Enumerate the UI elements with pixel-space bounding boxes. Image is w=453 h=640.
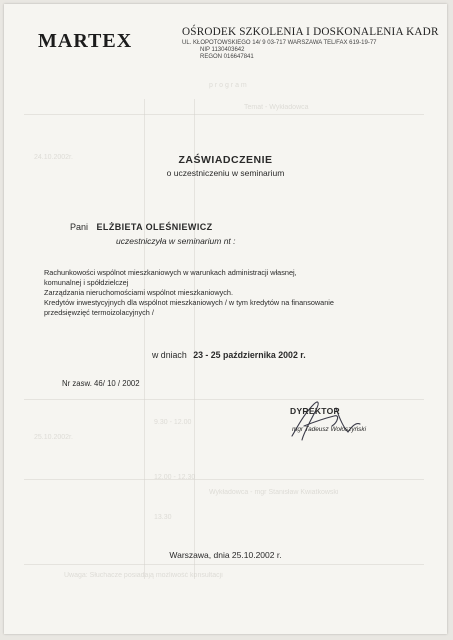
- director-name: mgr Tadeusz Wołoszyński: [292, 426, 366, 433]
- recipient-name: ELŻBIETA OLEŚNIEWICZ: [96, 222, 213, 232]
- recipient-salutation: Pani: [70, 222, 89, 232]
- recipient-line: [70, 222, 213, 232]
- seminar-dates: [152, 350, 306, 360]
- organization-regon: REGON 016647841: [200, 54, 254, 60]
- dates-range: 23 - 25 października 2002 r.: [193, 350, 306, 360]
- participation-statement: uczestniczyła w seminarium nt :: [116, 236, 236, 246]
- reference-number: Nr zasw. 46/ 10 / 2002: [62, 379, 140, 388]
- certificate-title: ZAŚWIADCZENIE: [178, 154, 273, 166]
- topic-line: Rachunkowości wspólnot mieszkaniowych w warunkach administracji własnej,: [44, 268, 297, 277]
- seminar-topics: [44, 268, 424, 318]
- director-title: DYREKTOR: [290, 406, 340, 416]
- dates-prefix: w dniach: [152, 350, 187, 360]
- organization-block: [182, 26, 439, 60]
- topic-line: komunalnej i spółdzielczej: [44, 278, 129, 287]
- director-signature: [274, 396, 384, 446]
- certificate-page: p r o g r a m Temat - Wykładowca 24.10.2002r. 25.10.2002r. 9.30 - 12.00 12.00 - 12.30 13.30 Wykładowca - mgr Stanisław Kwiatkowski Uwaga: Słuchacze posiadają możliwość konsultacji MARTEX OŚRODEK SZKOLENIA I DOSKONALENIA KADR UL. KŁOPOTOWSKIEGO 14/ 9 03-717 WARSZAWA TEL/FAX 619-19-77 NIP 1130403642 REGON 016647841 ZAŚWIADCZENIE o uczestniczeniu w seminarium Pani ELŻBIETA OLEŚNIEWICZ uczestniczyła w seminarium nt : Rachunkowości wspólnot mieszkaniowych w warunkach administracji własnej, komunalnej i spółdzielczej Zarządzania nieruchomościami wspólnot mieszkaniowych. Kredytów inwestycyjnych dla wspólnot mieszkaniowych / w tym kredytów na finansowanie przedsięwzięć termoizolacyjnych / w dniach 23 - 25 października 2002 r. Nr zasw. 46/ 10 / 2002 DYREKTOR mgr Tadeusz Wołoszyński Warszawa, dnia 25.10.2002 r.: [4, 4, 447, 634]
- certificate-subtitle: o uczestniczeniu w seminarium: [166, 168, 285, 178]
- organization-name: OŚRODEK SZKOLENIA I DOSKONALENIA KADR: [182, 26, 439, 38]
- company-logo: MARTEX: [38, 30, 133, 52]
- topic-line: przedsięwzięć termoizolacyjnych /: [44, 308, 154, 317]
- topic-line: Zarządzania nieruchomościami wspólnot mieszkaniowych.: [44, 288, 233, 297]
- organization-address: UL. KŁOPOTOWSKIEGO 14/ 9 03-717 WARSZAWA TEL/FAX 619-19-77: [182, 40, 377, 46]
- organization-nip: NIP 1130403642: [200, 47, 245, 53]
- place-and-date: Warszawa, dnia 25.10.2002 r.: [169, 550, 282, 560]
- topic-line: Kredytów inwestycyjnych dla wspólnot mieszkaniowych / w tym kredytów na finansowanie: [44, 298, 334, 307]
